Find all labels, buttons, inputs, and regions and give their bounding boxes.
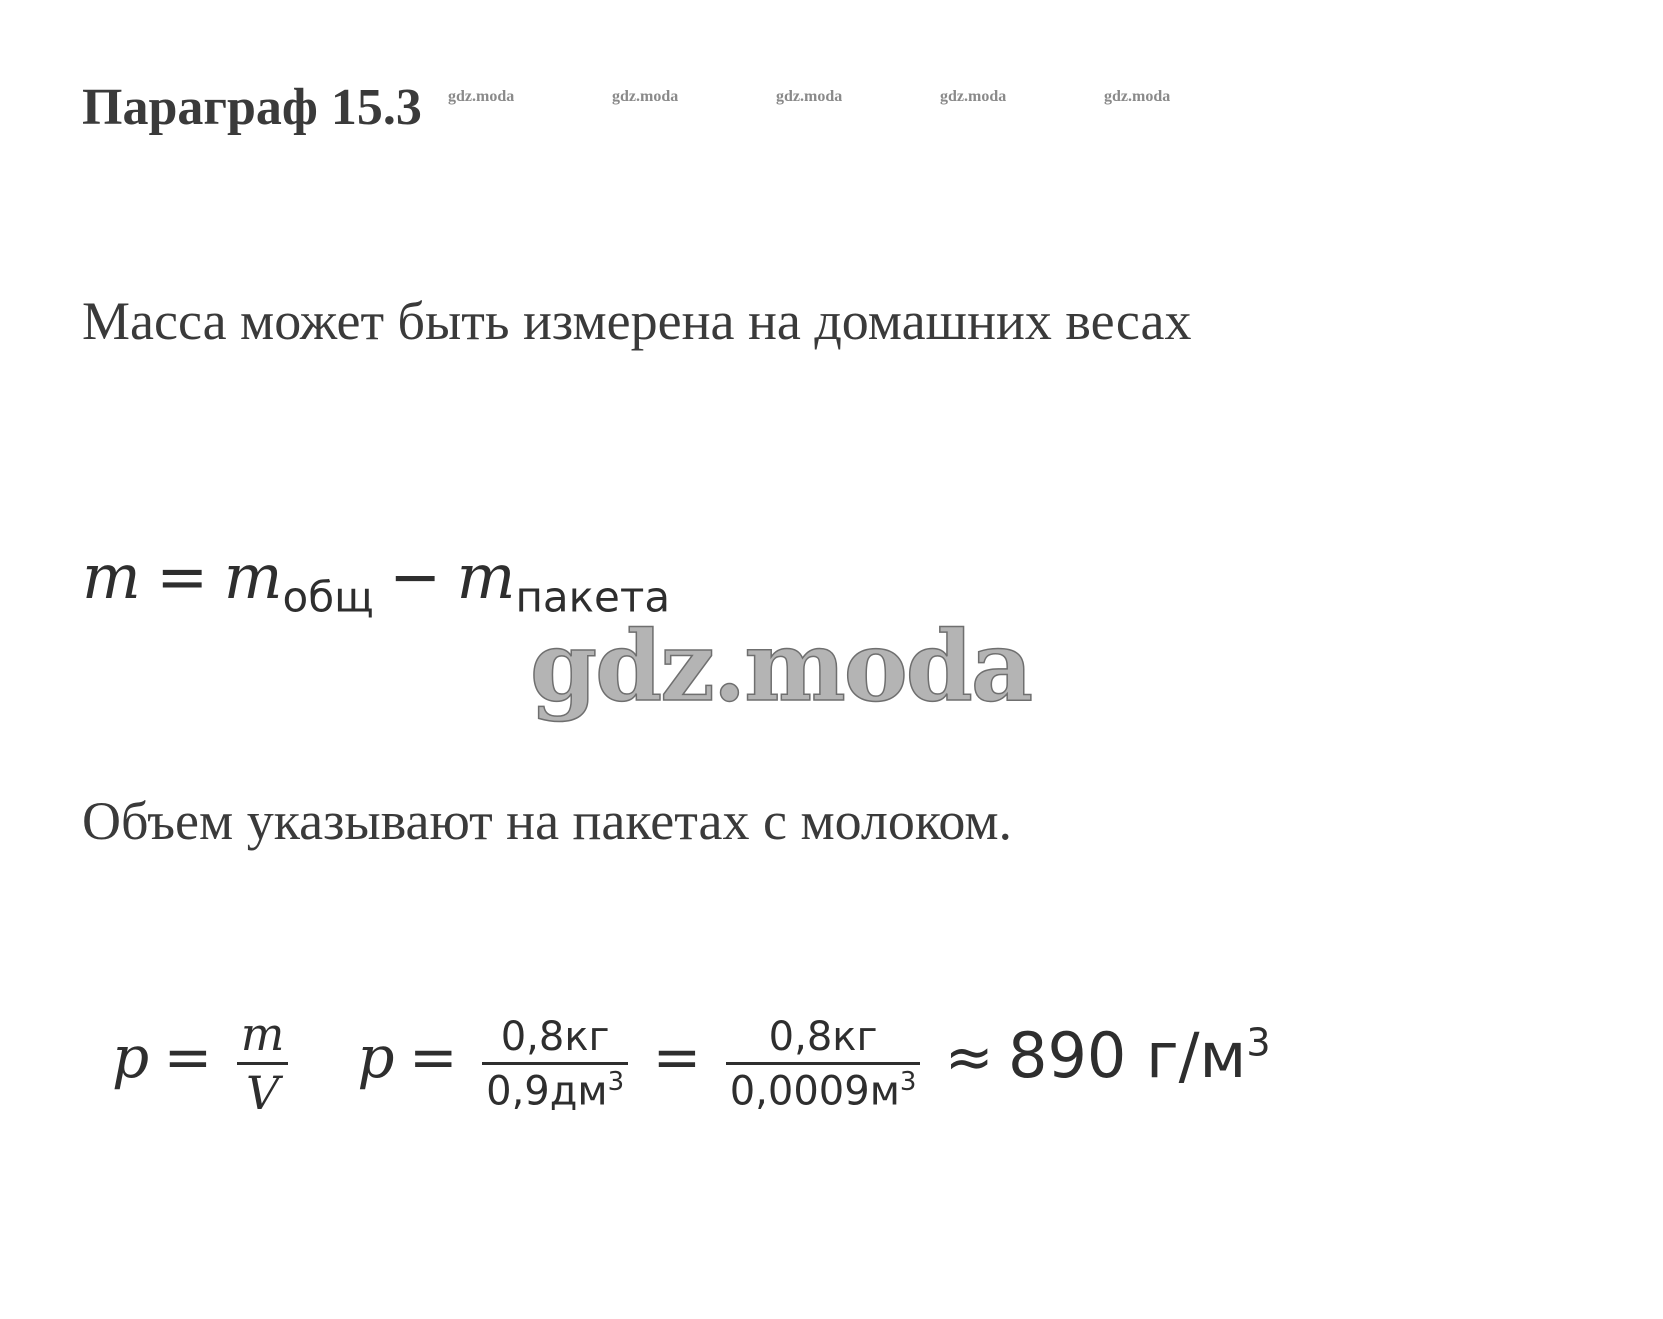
formula-density-def-denominator: V bbox=[245, 1066, 280, 1121]
formula-density-approx: ≈ bbox=[944, 1023, 994, 1092]
formula-density-calc-equals: = bbox=[409, 1023, 458, 1092]
fraction-1-numerator: 0,8кг bbox=[500, 1013, 610, 1060]
watermark-small: gdz.moda bbox=[1104, 88, 1171, 105]
formula-density-def-lhs: p bbox=[112, 1023, 150, 1092]
fraction-1-denominator: $0,9дм^3$ bbox=[486, 1066, 625, 1114]
formula-density-def-equals: = bbox=[163, 1023, 213, 1092]
fraction-2-numerator: 0,8кг bbox=[768, 1013, 878, 1060]
watermark-small: gdz.moda bbox=[776, 88, 843, 105]
watermark-small: gdz.moda bbox=[448, 88, 515, 105]
formula-mass-equals: = bbox=[156, 540, 209, 613]
fraction-bar bbox=[726, 1062, 921, 1065]
formula-density-def-fraction bbox=[237, 1007, 289, 1121]
formula-density-fraction-1 bbox=[482, 1013, 628, 1114]
formula-mass-term2-sub: пакета bbox=[515, 572, 671, 622]
paragraph-volume: Объем указывают на пакетах с молоком. bbox=[82, 791, 1012, 851]
formula-density bbox=[112, 1007, 1271, 1121]
formula-density-equals-2: = bbox=[652, 1023, 702, 1092]
formula-mass-minus: − bbox=[389, 540, 442, 613]
watermark-small: gdz.moda bbox=[612, 88, 679, 105]
fraction-2-denominator: $0,0009м^3$ bbox=[729, 1066, 917, 1114]
formula-density-def-numerator: m bbox=[240, 1007, 285, 1061]
formula-mass-term1: m bbox=[223, 540, 283, 613]
formula-mass-term1-sub: общ bbox=[282, 572, 374, 622]
watermark-small: gdz.moda bbox=[940, 88, 1007, 105]
fraction-bar bbox=[482, 1062, 628, 1065]
formula-density-result: 890 $г/м^3$ bbox=[1008, 1019, 1271, 1093]
formula-mass-lhs: m bbox=[82, 540, 141, 613]
paragraph-mass: Масса может быть измерена на домашних весах bbox=[82, 291, 1192, 351]
page-title: Параграф 15.3 bbox=[82, 79, 422, 136]
formula-density-fraction-2 bbox=[726, 1013, 921, 1114]
fraction-bar bbox=[237, 1062, 289, 1065]
formula-density-calc-lhs: p bbox=[357, 1023, 395, 1092]
formula-mass-term2: m bbox=[456, 540, 516, 613]
watermark-big: gdz.moda bbox=[530, 610, 1032, 723]
